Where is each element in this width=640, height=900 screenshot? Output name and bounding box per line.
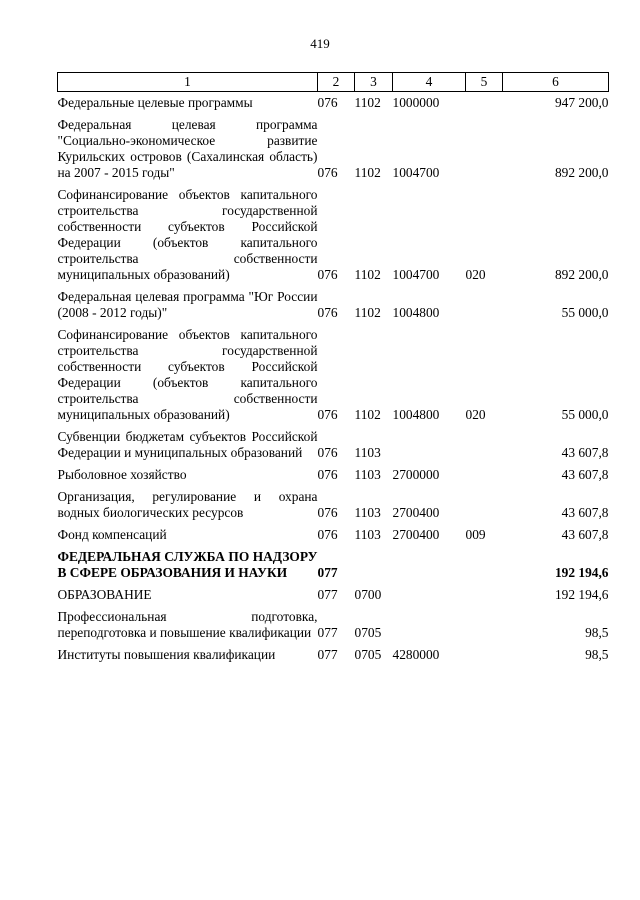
row-rz: 1103 [354, 527, 381, 542]
table-row [58, 111, 609, 181]
row-name: Софинансирование объектов капитального строительства государственной собственности субъектов Российской Федерации (объектов капитального строительства собственности муниципальных образований) [57, 327, 318, 422]
row-ved: 076 [317, 165, 338, 180]
table-row [58, 181, 609, 283]
row-rz: 0700 [354, 587, 382, 602]
row-vr [466, 423, 503, 461]
row-rz: 0705 [354, 647, 382, 662]
row-ved: 077 [317, 625, 338, 640]
row-sum: 43 607,8 [561, 527, 609, 542]
row-csr [393, 423, 466, 461]
row-sum: 947 200,0 [554, 95, 609, 110]
row-csr: 1000000 [392, 95, 440, 110]
row-ved: 077 [317, 565, 338, 580]
table-row [58, 483, 609, 521]
row-rz [355, 543, 393, 581]
header-col-vr: 5 [466, 73, 503, 92]
row-csr [393, 581, 466, 603]
table-row [58, 423, 609, 461]
budget-table [57, 72, 609, 663]
table-row [58, 283, 609, 321]
row-sum: 55 000,0 [561, 305, 609, 320]
row-ved: 076 [317, 505, 338, 520]
table-row [58, 461, 609, 483]
page-number: 419 [310, 36, 330, 51]
row-sum: 192 194,6 [554, 587, 609, 602]
row-vr [466, 111, 503, 181]
row-sum: 43 607,8 [561, 445, 609, 460]
row-csr: 1004700 [392, 267, 440, 282]
row-name: Софинансирование объектов капитального строительства государственной собственности субъектов Российской Федерации (объектов капитального строительства собственности муниципальных образований) [57, 187, 318, 282]
row-sum: 98,5 [585, 625, 609, 640]
row-vr: 020 [465, 407, 486, 422]
row-name: Федеральная целевая программа "Юг России (2008 - 2012 годы)" [57, 289, 318, 320]
row-csr [393, 603, 466, 641]
row-csr: 4280000 [392, 647, 440, 662]
row-rz: 1102 [354, 95, 381, 110]
table-row [58, 581, 609, 603]
row-vr [466, 543, 503, 581]
table-body [58, 92, 609, 664]
row-name: Федеральные целевые программы [57, 95, 253, 110]
row-ved: 076 [317, 445, 338, 460]
row-rz: 0705 [354, 625, 382, 640]
row-name: Субвенции бюджетам субъектов Российской Федерации и муниципальных образований [57, 429, 318, 460]
row-sum: 55 000,0 [561, 407, 609, 422]
row-csr: 2700000 [392, 467, 440, 482]
row-vr [466, 283, 503, 321]
row-ved: 077 [317, 587, 338, 602]
row-sum: 892 200,0 [554, 165, 609, 180]
row-csr: 2700400 [392, 527, 440, 542]
row-name: Фонд компенсаций [57, 527, 167, 542]
row-ved: 076 [317, 467, 338, 482]
table-row [58, 603, 609, 641]
row-name: Профессиональная подготовка, переподготовка и повышение квалификации [57, 609, 318, 640]
table-header [58, 73, 609, 92]
row-ved: 076 [317, 305, 338, 320]
header-col-csr: 4 [393, 73, 466, 92]
table-row [58, 641, 609, 663]
row-csr: 1004800 [392, 407, 440, 422]
row-name: ФЕДЕРАЛЬНАЯ СЛУЖБА ПО НАДЗОРУ В СФЕРЕ ОБРАЗОВАНИЯ И НАУКИ [57, 549, 318, 580]
row-ved: 076 [317, 267, 338, 282]
row-vr [466, 603, 503, 641]
header-col-sum: 6 [503, 73, 609, 92]
header-col-name: 1 [58, 73, 318, 92]
row-ved: 076 [317, 95, 338, 110]
row-ved: 076 [317, 527, 338, 542]
row-rz: 1102 [354, 407, 381, 422]
row-vr [466, 92, 503, 112]
row-vr [466, 461, 503, 483]
row-rz: 1102 [354, 305, 381, 320]
row-vr: 020 [465, 267, 486, 282]
row-vr [466, 483, 503, 521]
row-name: ОБРАЗОВАНИЕ [57, 587, 152, 602]
table-row [58, 521, 609, 543]
row-rz: 1102 [354, 165, 381, 180]
row-csr: 2700400 [392, 505, 440, 520]
row-csr: 1004700 [392, 165, 440, 180]
table-row [58, 543, 609, 581]
row-name: Институты повышения квалификации [57, 647, 276, 662]
header-col-rz: 3 [355, 73, 393, 92]
header-row [58, 73, 609, 92]
row-ved: 076 [317, 407, 338, 422]
row-name: Организация, регулирование и охрана водных биологических ресурсов [57, 489, 318, 520]
row-vr [466, 641, 503, 663]
row-rz: 1102 [354, 267, 381, 282]
row-rz: 1103 [354, 505, 381, 520]
row-sum: 192 194,6 [554, 565, 609, 580]
table-row [58, 92, 609, 112]
row-name: Федеральная целевая программа "Социально-экономическое развитие Курильских островов (Сахалинская область) на 2007 - 2015 годы" [57, 117, 318, 180]
row-sum: 892 200,0 [554, 267, 609, 282]
row-sum: 98,5 [585, 647, 609, 662]
row-vr [466, 581, 503, 603]
row-rz: 1103 [354, 445, 381, 460]
row-name: Рыболовное хозяйство [57, 467, 187, 482]
row-vr: 009 [465, 527, 486, 542]
row-sum: 43 607,8 [561, 505, 609, 520]
row-rz: 1103 [354, 467, 381, 482]
table-row [58, 321, 609, 423]
row-csr: 1004800 [392, 305, 440, 320]
row-csr [393, 543, 466, 581]
row-ved: 077 [317, 647, 338, 662]
row-sum: 43 607,8 [561, 467, 609, 482]
header-col-ved: 2 [318, 73, 355, 92]
